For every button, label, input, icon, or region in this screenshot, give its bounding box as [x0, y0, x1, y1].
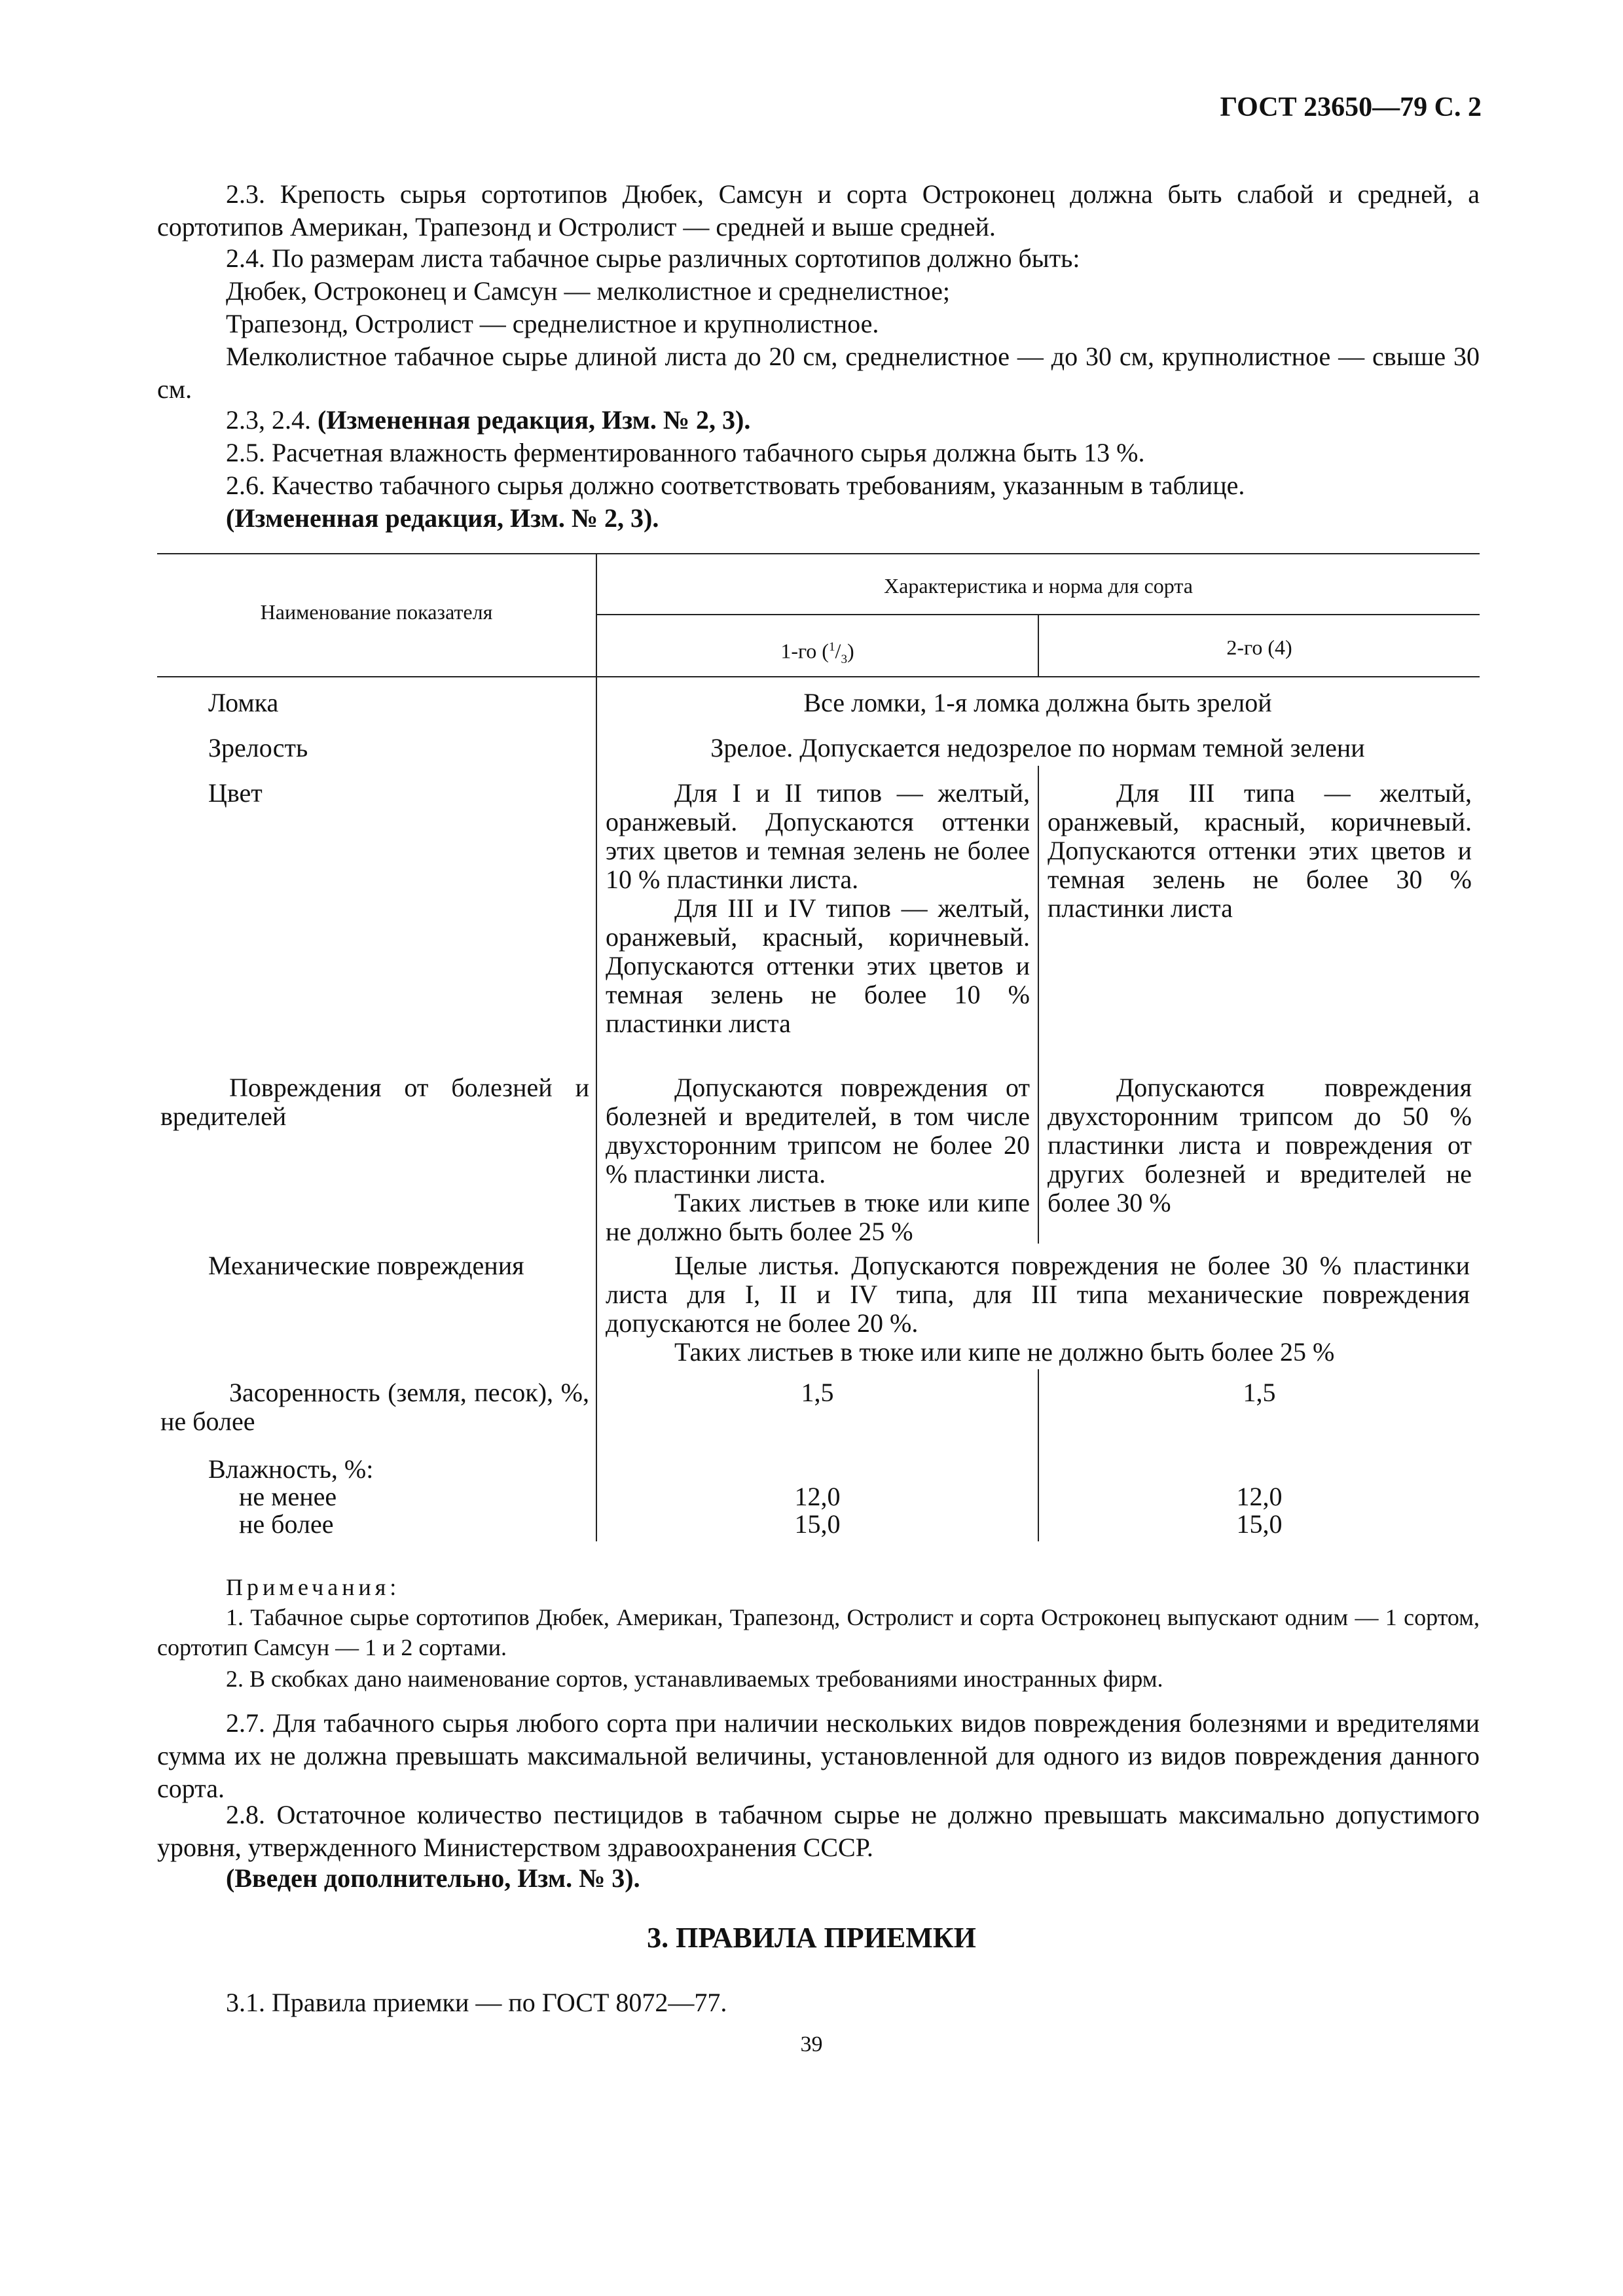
- row-povr-grade-1-a: Допускаются повреждения от болезней и вредителей, в том числе двухсторонним трипсом не более 20 % пластинки листа.: [606, 1073, 1030, 1189]
- paragraph-2-6: 2.6. Качество табачного сырья должно соответствовать требованиям, указанным в таблице.: [226, 471, 1245, 500]
- row-meh-value-b: Таких листьев в тюке или кипе не должно быть более 25 %: [674, 1337, 1335, 1367]
- row-zasor-grade-2: 1,5: [1243, 1378, 1276, 1407]
- table-top-rule: [157, 553, 1480, 554]
- row-meh-value-a: Целые листья. Допускаются повреждения не более 30 % пластинки листа для I, II и IV типа, для III типа механические повреждения допускаются не более 20 %.: [606, 1251, 1470, 1338]
- row-lomka-value: Все ломки, 1-я ломка должна быть зрелой: [803, 688, 1272, 717]
- row-cvet-grade-1-a: Для I и II типов — желтый, оранжевый. Допускаются оттенки этих цветов и темная зелень не более 10 % пластинки листа.: [606, 778, 1030, 894]
- row-zasor-grade-1: 1,5: [801, 1378, 834, 1407]
- paragraph-2-4: 2.4. По размерам листа табачное сырье различных сортотипов должно быть:: [226, 243, 1080, 273]
- row-povr-grade-2: Допускаются повреждения двухсторонним трипсом до 50 % пластинки листа и повреждения от других болезней и вредителей не более 30 %: [1048, 1073, 1472, 1217]
- table-header-bottom-rule: [157, 676, 1480, 677]
- row-vlazh-grade-2-min: 12,0: [1236, 1482, 1283, 1511]
- paragraph-2-4-c: Мелколистное табачное сырье длиной листа до 20 см, среднелистное — до 30 см, крупнолистное — свыше 30 см.: [157, 342, 1480, 404]
- table-vertical-rule-2-body: [1038, 766, 1039, 1244]
- paragraph-2-6-note: (Измененная редакция, Изм. № 2, 3).: [226, 503, 659, 533]
- paragraph-2-8-note: (Введен дополнительно, Изм. № 3).: [226, 1863, 640, 1893]
- row-zrelost-value: Зрелое. Допускается недозрелое по нормам темной зелени: [710, 733, 1365, 762]
- note-2: 2. В скобках дано наименование сортов, устанавливаемых требованиями иностранных фирм.: [226, 1666, 1163, 1692]
- row-cvet-grade-1-b: Для III и IV типов — желтый, оранжевый, красный, коричневый. Допускаются оттенки этих цветов и темная зелень не более 10 % пластинки листа: [606, 893, 1030, 1038]
- row-vlazh-grade-1-min: 12,0: [794, 1482, 841, 1511]
- row-vlazh-max-label: не более: [239, 1509, 334, 1539]
- column-header-group: Характеристика и норма для сорта: [884, 574, 1193, 598]
- row-lomka-name: Ломка: [208, 688, 279, 717]
- row-vlazh-grade-2-max: 15,0: [1236, 1509, 1283, 1539]
- page-number: 39: [800, 2032, 823, 2056]
- paragraph-2-3: 2.3. Крепость сырья сортотипов Дюбек, Самсун и сорта Остроконец должна быть слабой и средней, а сортотипов Американ, Трапезонд и Остролист — средней и выше средней.: [157, 179, 1480, 242]
- row-zrelost-name: Зрелость: [208, 733, 308, 762]
- paragraph-2-4-a: Дюбек, Остроконец и Самсун — мелколистное и среднелистное;: [226, 276, 950, 306]
- column-header-grade-2: 2-го (4): [1226, 636, 1292, 659]
- paragraph-2-7: 2.7. Для табачного сырья любого сорта при наличии нескольких видов повреждения болезнями и вредителями сумма их не должна превышать максимальной величины, установленной для одного из видов повреждения данного сорта.: [157, 1708, 1480, 1803]
- section-3-title: 3. ПРАВИЛА ПРИЕМКИ: [647, 1922, 976, 1954]
- paragraph-3-1: 3.1. Правила приемки — по ГОСТ 8072—77.: [226, 1988, 727, 2017]
- row-vlazh-grade-1-max: 15,0: [794, 1509, 841, 1539]
- column-header-grade-1: 1-го $(^1/_3)$: [780, 639, 854, 667]
- revision-note: (Измененная редакция, Изм. № 2, 3).: [318, 405, 751, 435]
- paragraph-2-5: 2.5. Расчетная влажность ферментированного табачного сырья должна быть 13 %.: [226, 438, 1145, 467]
- paragraph-2-3-2-4-note: [157, 404, 1480, 437]
- note-prefix: 2.3, 2.4.: [226, 405, 311, 435]
- paragraph-2-8: 2.8. Остаточное количество пестицидов в табачном сырье не должно превышать максимально допустимого уровня, утвержденного Министерством здравоохранения СССР.: [157, 1800, 1480, 1862]
- row-meh-name: Механические повреждения: [208, 1251, 524, 1280]
- row-vlazh-min-label: не менее: [239, 1482, 337, 1511]
- row-povr-name: Повреждения от болезней и вредителей: [160, 1073, 589, 1131]
- page-header: ГОСТ 23650—79 С. 2: [1220, 92, 1482, 122]
- note-1: 1. Табачное сырье сортотипов Дюбек, Американ, Трапезонд, Остролист и сорта Остроконец выпускают одним — 1 сортом, сортотип Самсун — 1 и 2 сортами.: [157, 1604, 1480, 1660]
- row-cvet-grade-2: Для III типа — желтый, оранжевый, красный, коричневый. Допускаются оттенки этих цветов и темная зелень не более 30 % пластинки листа: [1048, 778, 1472, 923]
- row-povr-grade-1-b: Таких листьев в тюке или кипе не должно быть более 25 %: [606, 1188, 1030, 1246]
- paragraph-2-4-b: Трапезонд, Остролист — среднелистное и крупнолистное.: [226, 309, 879, 338]
- row-vlazh-name: Влажность, %:: [208, 1454, 374, 1484]
- row-zasor-name: Засоренность (земля, песок), %, не более: [160, 1378, 589, 1436]
- notes-title: Примечания:: [226, 1574, 401, 1600]
- row-cvet-name: Цвет: [208, 778, 263, 808]
- column-header-name: Наименование показателя: [260, 600, 493, 624]
